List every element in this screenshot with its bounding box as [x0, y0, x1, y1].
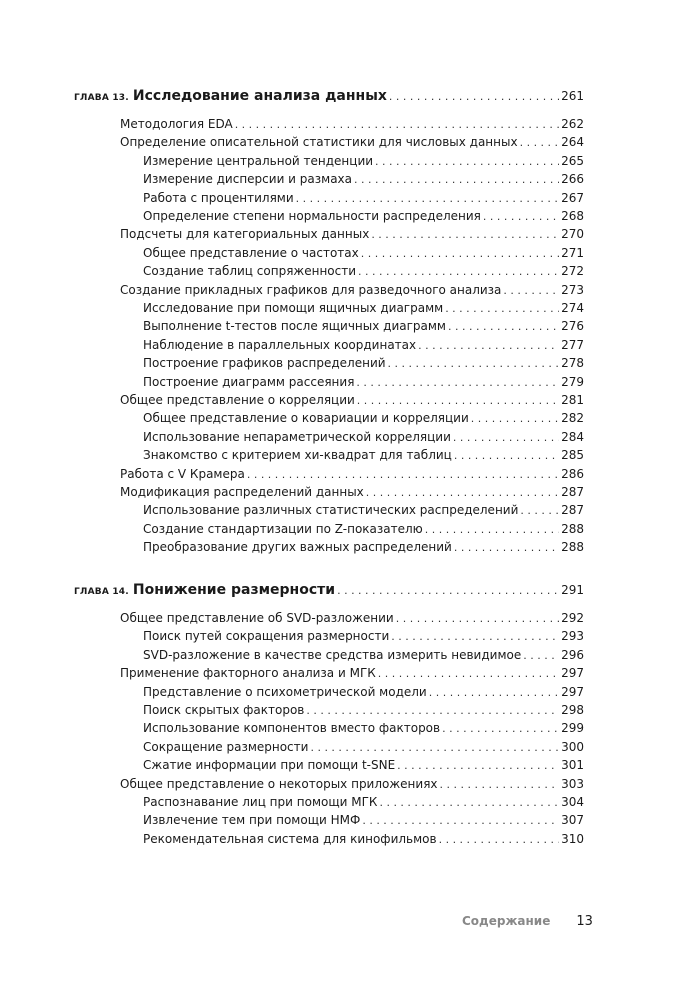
- entry-title: Построение диаграмм рассеяния: [143, 374, 355, 389]
- toc-subsection-entry[interactable]: [143, 721, 584, 735]
- chapter-page-number: 291: [561, 583, 584, 597]
- entry-page-number: 298: [561, 703, 584, 717]
- toc-subsection-entry[interactable]: [143, 430, 584, 444]
- dot-leader: [453, 431, 559, 444]
- entry-title: Рекомендательная система для кинофильмов: [143, 831, 437, 846]
- entry-page-number: 277: [561, 337, 584, 352]
- entry-title: Создание прикладных графиков для разведочного анализа: [120, 282, 502, 297]
- toc-subsection-entry[interactable]: [143, 629, 584, 643]
- dot-leader: [425, 523, 559, 536]
- toc-subsection-entry[interactable]: [143, 795, 584, 809]
- entry-title: Распознавание лиц при помощи МГК: [143, 795, 378, 809]
- dot-leader: [440, 778, 560, 791]
- entry-page-number: 287: [561, 503, 584, 518]
- toc-subsection-entry[interactable]: [143, 154, 584, 168]
- entry-title: Знакомство с критерием хи-квадрат для таблиц: [143, 448, 452, 463]
- entry-title: Измерение центральной тенденции: [143, 153, 374, 168]
- footer-section-title: Содержание: [462, 914, 551, 928]
- toc-subsection-entry[interactable]: [143, 503, 584, 517]
- dot-leader: [388, 357, 560, 370]
- entry-title: Использование компонентов вместо факторов: [143, 721, 441, 736]
- entry-title: Сжатие информации при помощи t-SNE: [143, 758, 396, 773]
- entry-page-number: 288: [561, 521, 584, 536]
- dot-leader: [375, 155, 559, 168]
- toc-subsection-entry[interactable]: [143, 685, 584, 699]
- toc-subsection-entry[interactable]: [143, 209, 584, 223]
- dot-leader: [523, 649, 559, 662]
- dot-leader: [366, 486, 559, 499]
- dot-leader: [357, 394, 559, 407]
- entry-title: Исследование при помощи ящичных диаграмм: [143, 301, 444, 315]
- toc-subsection-entry[interactable]: [143, 338, 584, 352]
- entry-title: Измерение дисперсии и размаха: [143, 172, 353, 187]
- dot-leader: [520, 136, 560, 149]
- entry-page-number: 267: [561, 190, 584, 205]
- chapter-heading[interactable]: [74, 582, 584, 598]
- dot-leader: [454, 541, 559, 554]
- entry-page-number: 262: [561, 117, 584, 131]
- dot-leader: [439, 833, 560, 846]
- toc-subsection-entry[interactable]: [143, 411, 584, 425]
- entry-page-number: 293: [561, 629, 584, 644]
- entry-page-number: 268: [561, 209, 584, 223]
- entry-title: Общее представление о корреляции: [120, 393, 355, 407]
- entry-title: Работа с процентилями: [143, 190, 294, 205]
- dot-leader: [354, 173, 559, 186]
- dot-leader: [378, 667, 559, 680]
- entry-page-number: 304: [561, 795, 584, 809]
- chapter-label: ГЛАВА 13.: [74, 93, 129, 103]
- chapter-heading[interactable]: [74, 88, 584, 104]
- dot-leader: [310, 741, 559, 754]
- dot-leader: [379, 796, 559, 809]
- dot-leader: [389, 90, 559, 103]
- dot-leader: [448, 320, 559, 333]
- toc-subsection-entry[interactable]: [143, 758, 584, 772]
- dot-leader: [418, 339, 559, 352]
- dot-leader: [247, 468, 559, 481]
- chapter-title: Исследование анализа данных: [132, 88, 387, 104]
- entry-page-number: 273: [561, 282, 584, 297]
- toc-section-entry[interactable]: [120, 117, 584, 131]
- dot-leader: [337, 584, 559, 597]
- toc-section-entry[interactable]: [120, 611, 584, 625]
- entry-page-number: 282: [561, 411, 584, 426]
- entry-page-number: 274: [561, 301, 584, 315]
- entry-title: Подсчеты для категориальных данных: [120, 227, 370, 242]
- dot-leader: [358, 265, 559, 278]
- entry-title: Общее представление об SVD-разложении: [120, 611, 394, 625]
- dot-leader: [520, 504, 559, 517]
- entry-title: Извлечение тем при помощи НМФ: [143, 813, 361, 828]
- entry-page-number: 264: [561, 135, 584, 150]
- entry-page-number: 303: [561, 776, 584, 791]
- entry-title: Преобразование других важных распределений: [143, 540, 452, 555]
- toc-subsection-entry[interactable]: [143, 703, 584, 717]
- dot-leader: [296, 192, 559, 205]
- dot-leader: [361, 247, 559, 260]
- toc-subsection-entry[interactable]: [143, 172, 584, 186]
- chapter-title: Понижение размерности: [132, 582, 336, 598]
- entry-page-number: 284: [561, 429, 584, 444]
- entry-page-number: 310: [561, 831, 584, 846]
- entry-title: Выполнение t-тестов после ящичных диаграмм: [143, 319, 446, 334]
- dot-leader: [391, 630, 559, 643]
- entry-title: Работа с V Крамера: [120, 466, 245, 481]
- entry-page-number: 281: [561, 393, 584, 407]
- toc-subsection-entry[interactable]: [143, 540, 584, 554]
- entry-page-number: 297: [561, 666, 584, 681]
- toc-section-entry[interactable]: [120, 777, 584, 791]
- entry-page-number: 287: [561, 485, 584, 499]
- entry-title: Определение описательной статистики для числовых данных: [120, 135, 518, 150]
- dot-leader: [356, 376, 559, 389]
- dot-leader: [429, 686, 559, 699]
- entry-page-number: 300: [561, 739, 584, 754]
- toc-section-entry[interactable]: [120, 485, 584, 499]
- entry-title: Поиск скрытых факторов: [143, 703, 305, 717]
- entry-page-number: 278: [561, 356, 584, 371]
- dot-leader: [483, 210, 559, 223]
- dot-leader: [397, 759, 559, 772]
- entry-title: Общее представление о некоторых приложениях: [120, 776, 438, 791]
- entry-title: Сокращение размерности: [143, 739, 309, 754]
- toc-subsection-entry[interactable]: [143, 522, 584, 536]
- toc-section-entry[interactable]: [120, 283, 584, 297]
- entry-page-number: 286: [561, 466, 584, 481]
- entry-page-number: 292: [561, 611, 584, 625]
- dot-leader: [371, 228, 559, 241]
- toc-subsection-entry[interactable]: [143, 246, 584, 260]
- entry-title: Поиск путей сокращения размерности: [143, 629, 390, 644]
- entry-page-number: 285: [561, 448, 584, 463]
- entry-page-number: 270: [561, 227, 584, 242]
- entry-title: Создание стандартизации по Z-показателю: [143, 521, 423, 536]
- entry-page-number: 299: [561, 721, 584, 736]
- toc-subsection-entry[interactable]: [143, 813, 584, 827]
- entry-page-number: 266: [561, 172, 584, 187]
- toc-section-entry[interactable]: [120, 393, 584, 407]
- entry-page-number: 276: [561, 319, 584, 334]
- dot-leader: [503, 284, 559, 297]
- entry-title: Применение факторного анализа и МГК: [120, 666, 376, 681]
- toc-section-entry[interactable]: [120, 467, 584, 481]
- dot-leader: [442, 722, 559, 735]
- toc-subsection-entry[interactable]: [143, 264, 584, 278]
- toc-section-entry[interactable]: [120, 666, 584, 680]
- dot-leader: [454, 449, 559, 462]
- entry-title: Создание таблиц сопряженности: [143, 264, 357, 279]
- entry-page-number: 301: [561, 758, 584, 773]
- toc-subsection-entry[interactable]: [143, 740, 584, 754]
- entry-page-number: 271: [561, 245, 584, 260]
- entry-title: Общее представление о частотах: [143, 245, 359, 260]
- dot-leader: [306, 704, 559, 717]
- toc-subsection-entry[interactable]: [143, 448, 584, 462]
- toc-subsection-entry[interactable]: [143, 356, 584, 370]
- toc-subsection-entry[interactable]: [143, 191, 584, 205]
- chapter-label: ГЛАВА 14.: [74, 587, 129, 597]
- toc-section-entry[interactable]: [120, 135, 584, 149]
- toc-section-entry[interactable]: [120, 227, 584, 241]
- chapter-page-number: 261: [561, 89, 584, 103]
- entry-title: Общее представление о ковариации и корреляции: [143, 411, 469, 426]
- toc-subsection-entry[interactable]: [143, 301, 584, 315]
- entry-title: Наблюдение в параллельных координатах: [143, 337, 417, 352]
- entry-title: Представление о психометрической модели: [143, 684, 427, 699]
- entry-title: Использование различных статистических распределений: [143, 503, 519, 518]
- toc-subsection-entry[interactable]: [143, 832, 584, 846]
- entry-title: Определение степени нормальности распределения: [143, 209, 481, 223]
- dot-leader: [235, 118, 559, 131]
- dot-leader: [471, 412, 559, 425]
- page-footer: [462, 914, 592, 929]
- entry-page-number: 296: [561, 647, 584, 662]
- entry-title: Модификация распределений данных: [120, 485, 364, 499]
- entry-page-number: 279: [561, 374, 584, 389]
- entry-title: Построение графиков распределений: [143, 356, 386, 371]
- entry-title: SVD-разложение в качестве средства измерить невидимое: [143, 647, 522, 662]
- entry-page-number: 288: [561, 540, 584, 555]
- dot-leader: [362, 814, 559, 827]
- dot-leader: [396, 612, 559, 625]
- entry-title: Использование непараметрической корреляции: [143, 429, 451, 444]
- dot-leader: [445, 302, 559, 315]
- toc-subsection-entry[interactable]: [143, 319, 584, 333]
- entry-page-number: 272: [561, 264, 584, 279]
- entry-title: Методология EDA: [120, 117, 233, 131]
- entry-page-number: 307: [561, 813, 584, 828]
- entry-page-number: 297: [561, 684, 584, 699]
- toc-subsection-entry[interactable]: [143, 375, 584, 389]
- entry-page-number: 265: [561, 153, 584, 168]
- footer-page-number: 13: [576, 914, 593, 929]
- toc-subsection-entry[interactable]: [143, 648, 584, 662]
